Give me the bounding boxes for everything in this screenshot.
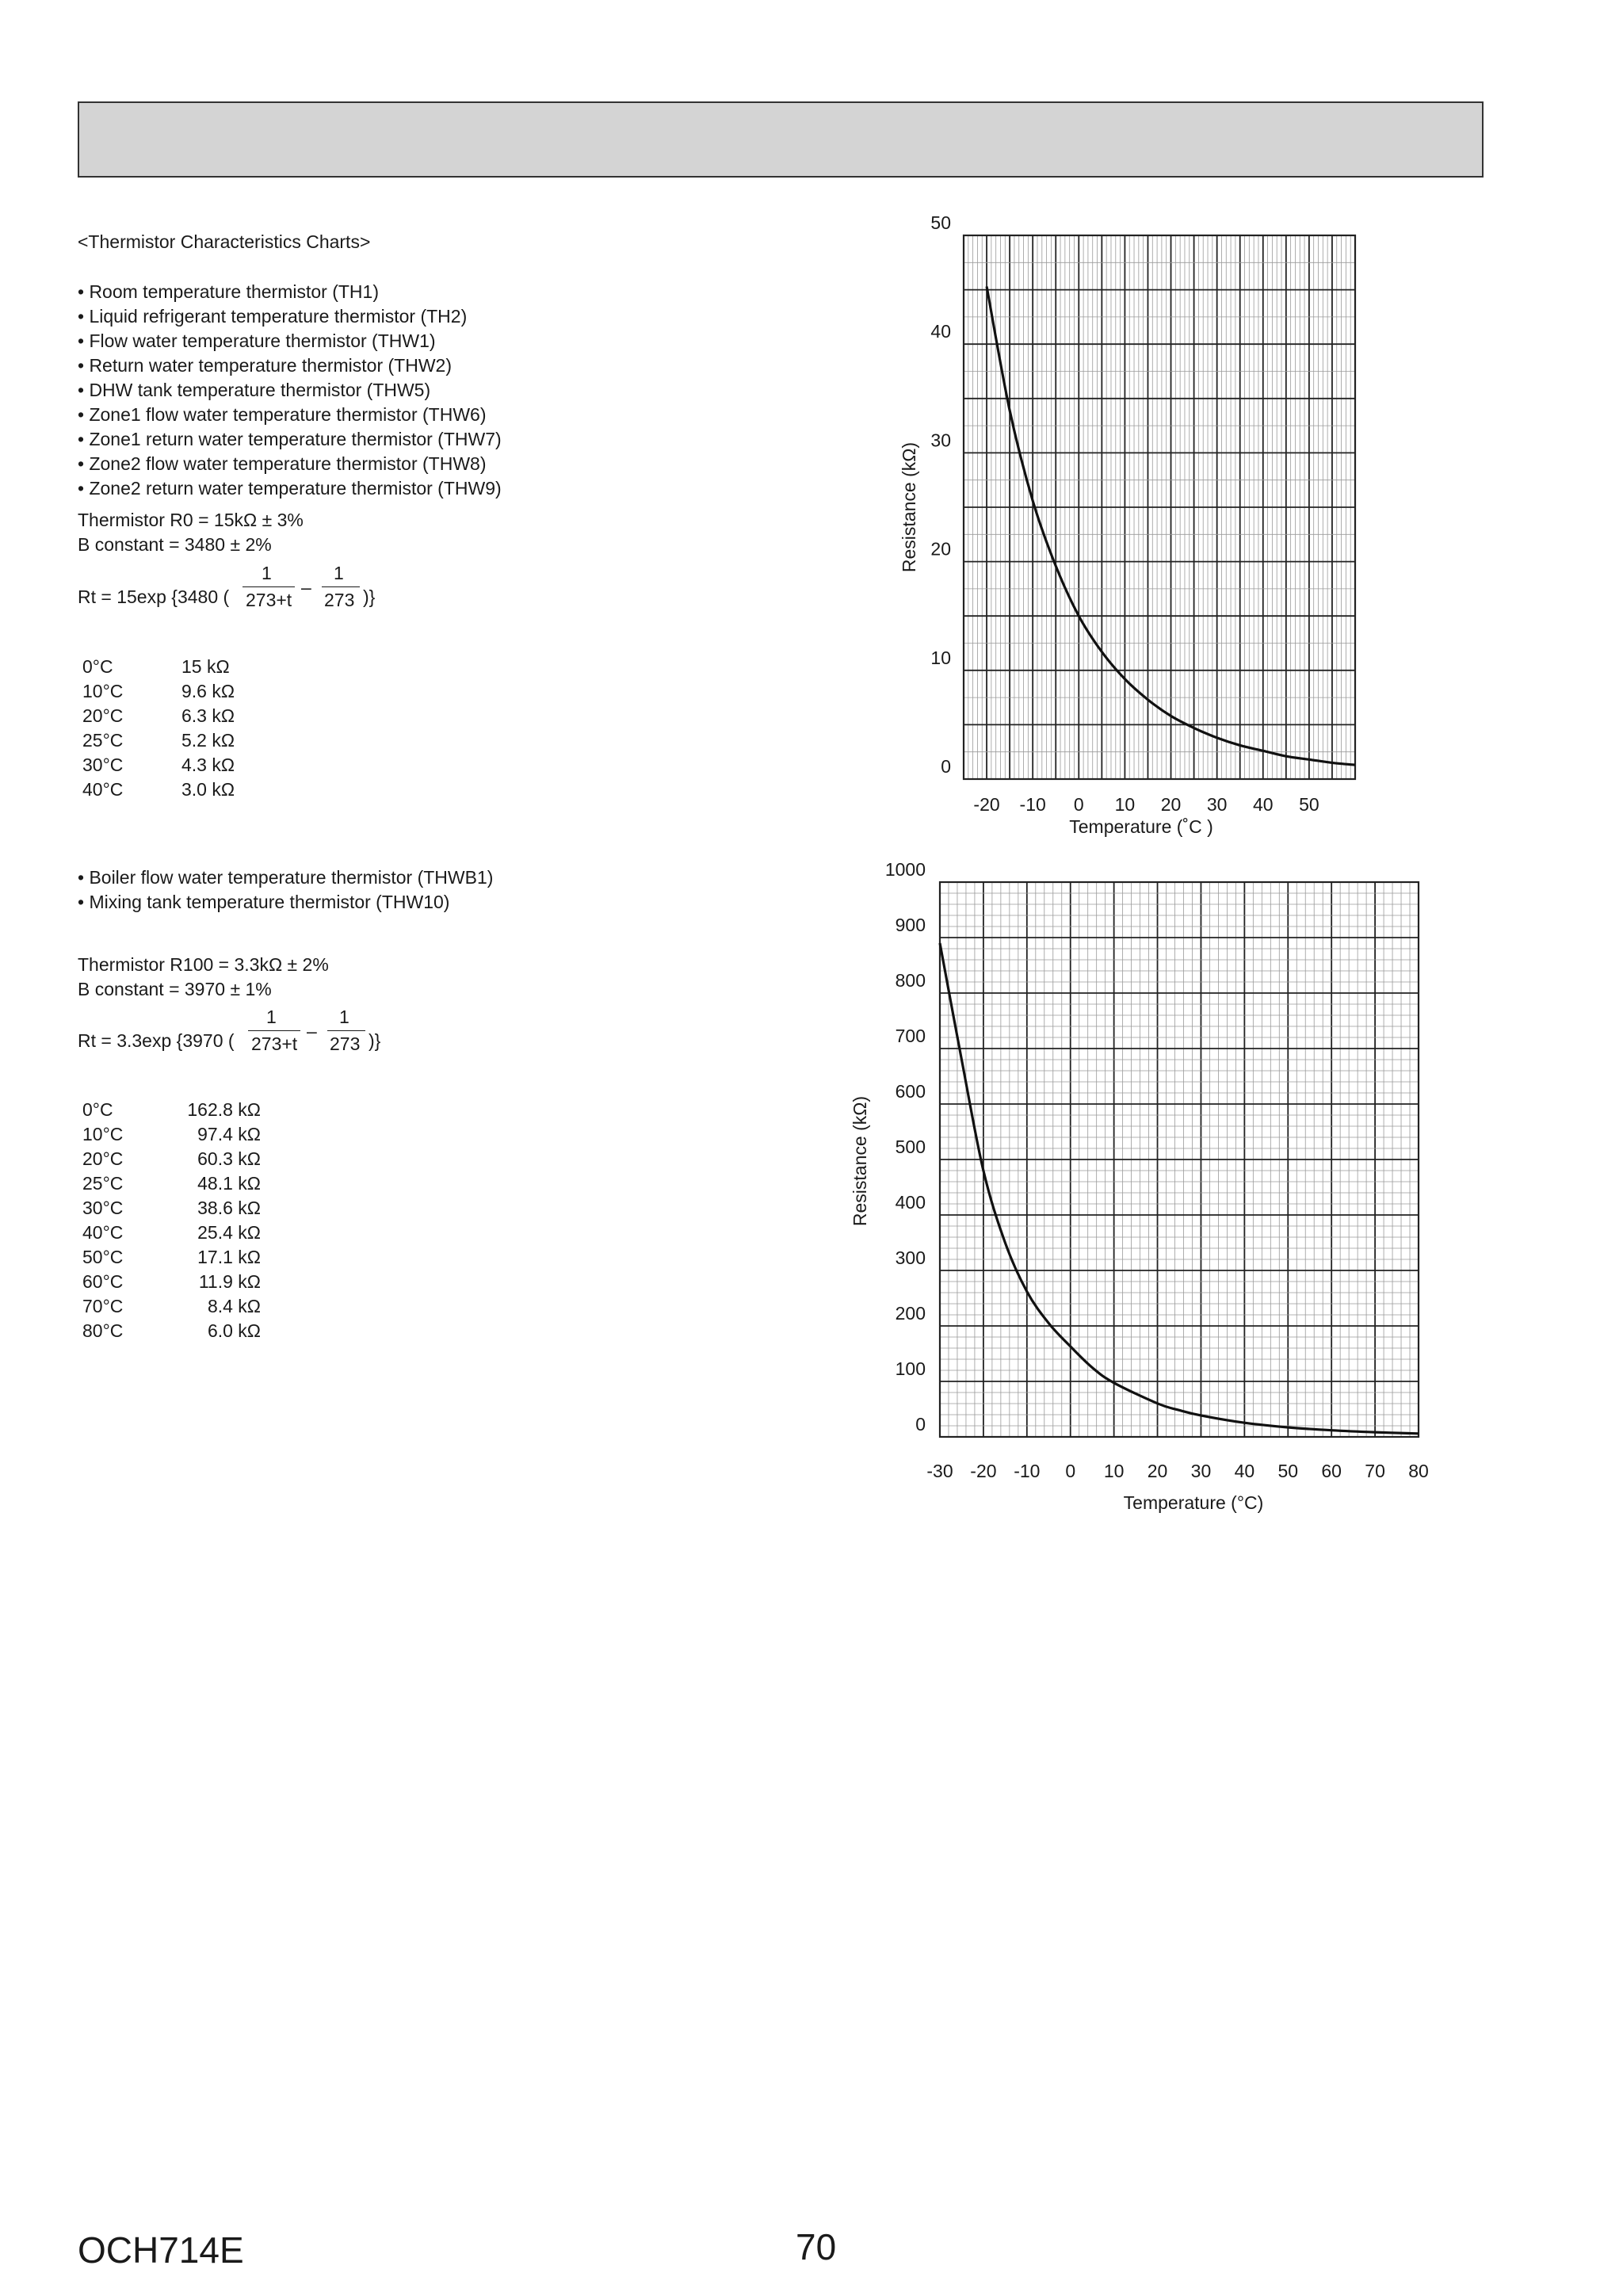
x-tick-label: -20 [970,1461,997,1481]
thermistor-list-item: • Zone1 return water temperature thermistor (THW7) [78,429,502,449]
chart-grid [964,235,1355,779]
b-constant-1: B constant = 3480 ± 2% [78,534,272,555]
y-axis-label: Resistance (kΩ) [899,441,919,573]
resistance-cell: 162.8 kΩ [187,1099,261,1120]
resistance-cell: 60.3 kΩ [197,1148,261,1169]
y-tick-label: 500 [895,1137,926,1157]
thermistor-list-item: • Boiler flow water temperature thermistor (THWB1) [78,867,494,888]
y-tick-label: 600 [895,1081,926,1102]
resistance-cell: 3.0 kΩ [181,779,235,800]
resistance-cell: 8.4 kΩ [207,1296,261,1316]
temperature-cell: 0°C [82,656,113,677]
resistance-cell: 11.9 kΩ [198,1271,261,1292]
thermistor-list-item: • Zone1 flow water temperature thermistor (THW6) [78,404,487,425]
x-tick-label: 70 [1365,1461,1385,1481]
formula-2-den1: 273+t [251,1033,298,1054]
temperature-cell: 30°C [82,755,124,775]
x-tick-label: 60 [1321,1461,1342,1481]
x-tick-label: 10 [1114,794,1136,815]
formula-2-minus: – [307,1021,317,1041]
formula-1-minus: – [301,577,311,598]
y-axis-label: Resistance (kΩ) [850,1095,870,1227]
r100-spec: Thermistor R100 = 3.3kΩ ± 2% [78,954,329,975]
y-tick-label: 700 [895,1026,926,1046]
thermistor-list-item: • Room temperature thermistor (TH1) [78,281,379,302]
resistance-curve [940,943,1419,1434]
thermistor-list-item: • Zone2 flow water temperature thermistor (THW8) [78,453,487,474]
temperature-cell: 60°C [82,1271,124,1292]
x-tick-label: 80 [1408,1461,1429,1481]
formula-1-den2: 273 [324,590,355,610]
x-tick-label: 50 [1299,794,1319,815]
x-tick-label: 40 [1252,794,1274,815]
x-tick-label: -10 [1019,794,1046,815]
resistance-cell: 38.6 kΩ [197,1198,261,1218]
formula-2-suffix: )} [369,1030,381,1051]
x-tick-label: 30 [1206,794,1228,815]
temperature-cell: 40°C [82,779,124,800]
thermistor-list-item: • DHW tank temperature thermistor (THW5) [78,380,431,400]
x-tick-label: 20 [1147,1461,1168,1481]
resistance-cell: 6.0 kΩ [207,1320,261,1341]
formula-1-den1: 273+t [246,590,292,610]
x-tick-label: 40 [1234,1461,1255,1481]
y-tick-label: 400 [895,1192,926,1213]
y-tick-label: 10 [930,647,951,668]
x-tick-label: -20 [973,794,1000,815]
x-tick-label: 10 [1103,1461,1125,1481]
formula-2-den2: 273 [330,1033,361,1054]
resistance-cell: 6.3 kΩ [181,705,235,726]
x-tick-label: 0 [1073,794,1084,815]
formula-2-prefix: Rt = 3.3exp {3970 ( [78,1030,235,1051]
resistance-cell: 15 kΩ [181,656,230,677]
chart-2 [850,859,1429,1513]
temperature-cell: 25°C [82,1173,124,1194]
temperature-cell: 10°C [82,681,124,701]
temperature-cell: 20°C [82,1148,124,1169]
temperature-cell: 40°C [82,1222,124,1243]
x-axis-label: Temperature (˚C ) [1069,816,1213,837]
temperature-cell: 0°C [82,1099,113,1120]
r0-spec: Thermistor R0 = 15kΩ ± 3% [78,510,304,530]
y-tick-label: 800 [895,970,926,991]
temperature-cell: 70°C [82,1296,124,1316]
thermistor-list-item: • Return water temperature thermistor (THW2) [78,355,453,376]
formula-2-num1: 1 [266,1007,277,1027]
x-tick-label: 0 [1065,1461,1076,1481]
page-number: 70 [796,2226,837,2267]
temperature-cell: 10°C [82,1124,124,1144]
thermistor-list-item: • Zone2 return water temperature thermistor (THW9) [78,478,502,499]
document-code: OCH714E [78,2229,244,2271]
temperature-cell: 80°C [82,1320,124,1341]
x-tick-label: 30 [1190,1461,1212,1481]
formula-2-num2: 1 [339,1007,349,1027]
chart-grid [940,882,1419,1437]
resistance-cell: 5.2 kΩ [181,730,235,751]
temperature-cell: 20°C [82,705,124,726]
y-tick-label: 100 [895,1358,926,1379]
x-tick-label: 20 [1160,794,1182,815]
y-tick-label: 1000 [884,859,926,880]
y-tick-label: 50 [930,212,951,233]
resistance-cell: 25.4 kΩ [197,1222,261,1243]
x-tick-label: 50 [1277,1461,1299,1481]
y-tick-label: 0 [915,1414,926,1435]
y-tick-label: 0 [941,756,951,777]
y-tick-label: 200 [895,1303,926,1324]
resistance-cell: 97.4 kΩ [197,1124,261,1144]
y-tick-label: 900 [895,915,926,935]
resistance-cell: 48.1 kΩ [197,1173,261,1194]
y-tick-label: 40 [930,321,951,342]
thermistor-list-item: • Mixing tank temperature thermistor (THW10) [78,892,450,912]
section-title: <Thermistor Characteristics Charts> [78,231,371,252]
formula-1-num2: 1 [334,563,344,583]
resistance-cell: 9.6 kΩ [181,681,235,701]
y-tick-label: 30 [930,430,951,451]
x-axis-label: Temperature (°C) [1123,1492,1264,1513]
y-tick-label: 300 [895,1247,926,1268]
temperature-cell: 25°C [82,730,124,751]
temperature-cell: 30°C [82,1198,124,1218]
resistance-cell: 17.1 kΩ [197,1247,261,1267]
formula-1-num1: 1 [262,563,272,583]
formula-1-prefix: Rt = 15exp {3480 ( [78,586,230,607]
resistance-cell: 4.3 kΩ [181,755,235,775]
x-tick-label: -10 [1014,1461,1041,1481]
x-tick-label: -30 [926,1461,953,1481]
chart-1 [899,212,1355,837]
thermistor-list-item: • Flow water temperature thermistor (THW1) [78,330,436,351]
temperature-cell: 50°C [82,1247,124,1267]
y-tick-label: 20 [930,538,951,560]
thermistor-list-item: • Liquid refrigerant temperature thermistor (TH2) [78,306,468,327]
b-constant-2: B constant = 3970 ± 1% [78,979,272,999]
formula-1-suffix: )} [363,586,376,607]
